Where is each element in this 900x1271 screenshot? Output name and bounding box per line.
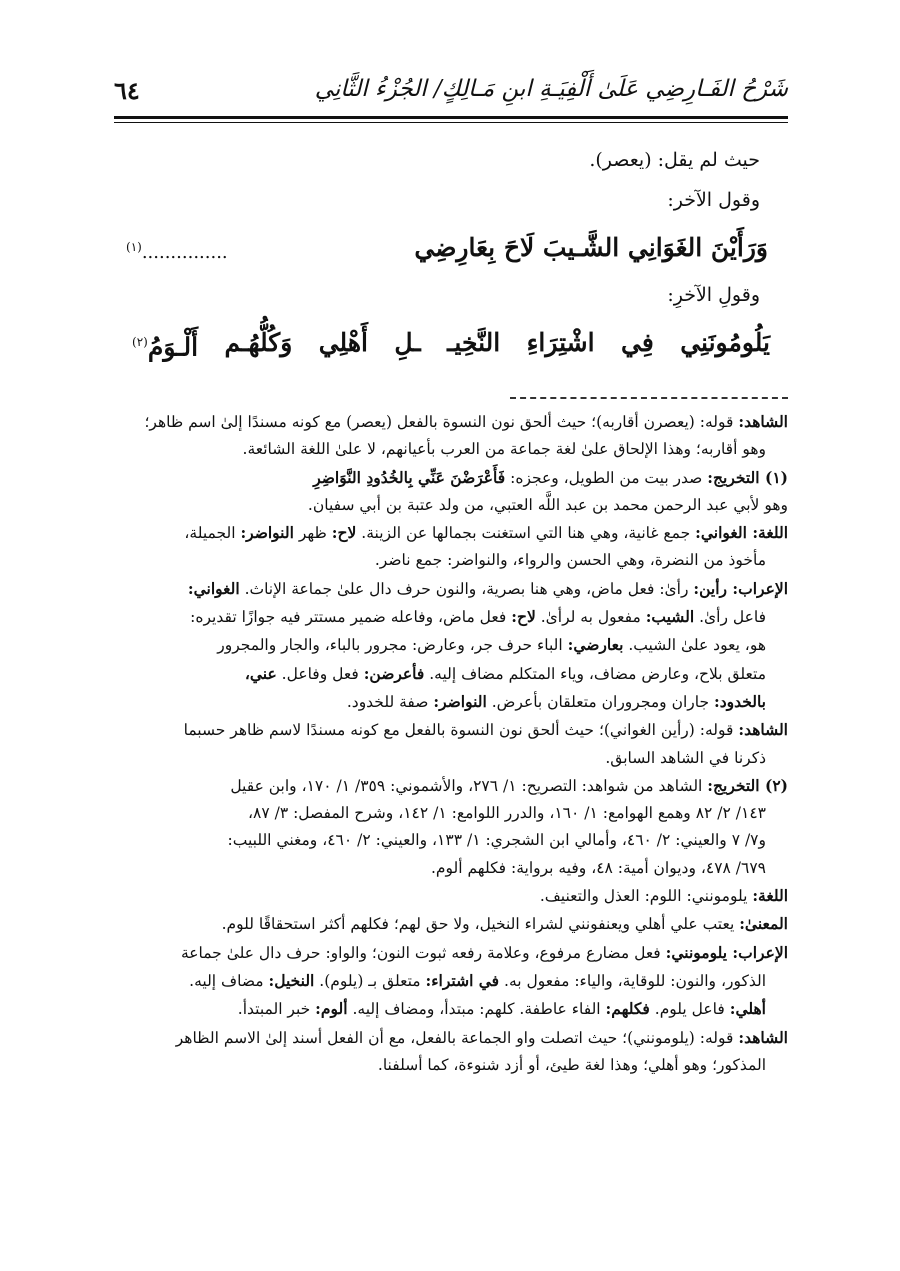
text-line: وقولِ الآخرِ: [667,284,760,306]
verse-word: أَهْلِي [318,328,368,357]
footnote-line: أهلي: فاعل يلوم. فكلهم: الفاء عاطفة. كلهم: مبتدأ، ومضاف إليه. ألوم: خبر المبتدأ. [237,999,766,1019]
verse-word: النَّخِيـ [447,328,501,357]
footnote-line: مأخوذ من النضرة، وهي الحسن والرواء، والنواضر: جمع ناضر. [374,551,766,570]
verse-word: وَكُلُّهُـم [224,328,293,357]
footnote-line: (١) التخريج: صدر بيت من الطويل، وعجزه: فَأَعْرَضْنَ عَنِّي بِالخُدُودِ النَّوَاضِرِ [313,467,788,487]
footnote-line: هو، يعود علىٰ الشيب. بعارضي: الباء حرف جر، وعارض: مجرور بالباء، والجار والمجرور [217,635,766,655]
footnote-line: (٢) التخريج: الشاهد من شواهد: التصريح: ١/ ٢٧٦، والأشموني: ٣٥٩/ ١/ ١٧٠، وابن عقيل [230,775,788,795]
footnote-line: فاعل رأىٰ. الشيب: مفعول به لرأىٰ. لاح: فعل ماض، وفاعله ضمير مستتر فيه جوازًا تقديره: [190,607,766,627]
main-text [114,140,788,370]
footnote-line: اللغة: الغواني: جمع غانية، وهي هنا التي استغنت بجمالها عن الزينة. لاح: ظهر النواضر: الجميلة، [184,523,788,543]
verse-word: يَلُومُونَنِي [680,328,770,357]
footnote-line: متعلق بلاح، وعارض مضاف، وياء المتكلم مضاف إليه. فأعرضن: فعل وفاعل. عني، [244,663,766,683]
footnote-line: المذكور؛ وهو أهلي؛ وهذا لغة طيئ، أو أزد شنوءة، كما أسلفنا. [377,1055,766,1074]
book-title: شَرْحُ الفَـارِضِي عَلَىٰ أَلْفِيَـةِ ابنِ مَـالِكٍ/ الجُزْءُ الثَّانِي [314,76,788,102]
footnote-line: الشاهد: قوله: (يلومونني)؛ حيث اتصلت واو الجماعة بالفعل، مع أن الفعل أسند إلىٰ الاسم الظاهر [175,1027,788,1047]
verse-2 [114,315,788,370]
text-line: حيث لم يقل: (يعصر). [589,149,760,171]
verse-1 [114,220,788,275]
footnote-line: اللغة: يلومونني: اللوم: العذل والتعنيف. [539,886,788,906]
verse-word: أَلْـوَمُ$^{(٢)}$ [132,332,199,362]
footnotes [114,408,788,1079]
page-number: ٦٤ [114,76,140,105]
text-line: وقول الآخر: [667,189,760,211]
header-rule-thin [114,122,788,123]
footnote-line: ١٤٣/ ٢/ ٨٢ وهمع الهوامع: ١/ ١٦٠، والدرر اللوامع: ١/ ١٤٢، وشرح المفصل: ٣/ ٨٧، [248,804,766,823]
footnote-line: الإعراب: رأين: رأىٰ: فعل ماض، وهي هنا بصرية، والنون حرف دال علىٰ جماعة الإناث. الغواني: [187,578,788,598]
footnote-line: ذكرنا في الشاهد السابق. [605,748,766,767]
verse-dots: ...............$^{(١)}$ [126,240,228,263]
verse-word: اشْتِرَاءِ [526,328,595,357]
footnote-mark: (٢) [132,335,148,349]
footnote-line: الذكور، والنون: للوقاية، والياء: مفعول به. في اشتراء: متعلق بـ (يلوم). النخيل: مضاف إليه. [189,970,766,990]
header-rule-thick [114,116,788,119]
footnote-line: و٧/ ٧ والعيني: ٢/ ٤٦٠، وأمالي ابن الشجري: ١/ ١٣٣، والعيني: ٢/ ٤٦٠، ومغني اللبيب: [227,831,766,850]
footnote-line: المعنىٰ: يعتب علي أهلي ويعنفونني لشراء النخيل، ولا حق لهم؛ فكلهم أكثر استحقاقًا للوم. [221,914,788,934]
footnote-line: الشاهد: قوله: (رأين الغواني)؛ حيث ألحق نون النسوة بالفعل مع كونه مسندًا لاسم ظاهر حسبما [183,720,788,740]
running-header [114,72,788,112]
footnote-line: وهو لأبي عبد الرحمن محمد بن عبد اللَّه العتبي، من ولد عتبة بن أبي سفيان. [307,495,788,514]
verse-word: ـلِ [394,328,421,357]
footnote-line: الإعراب: يلومونني: فعل مضارع مرفوع، وعلامة رفعه ثبوت النون؛ والواو: حرف دال علىٰ جماعة [180,942,788,962]
footnote-line: وهو أقاربه؛ وهذا الإلحاق علىٰ لغة جماعة من العرب بأعيانهم، لا علىٰ اللغة الشائعة. [242,440,766,459]
footnote-line: بالخدود: جاران ومجروران متعلقان بأعرض. النواضر: صفة للخدود. [346,691,766,711]
verse-hemistich: وَرَأَيْنَ الغَوَانِي الشَّـيبَ لَاحَ بِعَارِضِي [414,233,768,262]
footnote-separator [510,397,788,399]
footnote-line: الشاهد: قوله: (يعصرن أقاربه)؛ حيث ألحق نون النسوة بالفعل (يعصر) مع كونه مسندًا إلىٰ اسم ظاهر؛ [144,412,788,431]
verse-word: فِي [620,328,654,357]
footnote-mark: (١) [126,240,142,254]
footnote-line: ٦٧٩/ ٤٧٨، وديوان أمية: ٤٨، وفيه برواية: فكلهم ألوم. [431,858,766,877]
